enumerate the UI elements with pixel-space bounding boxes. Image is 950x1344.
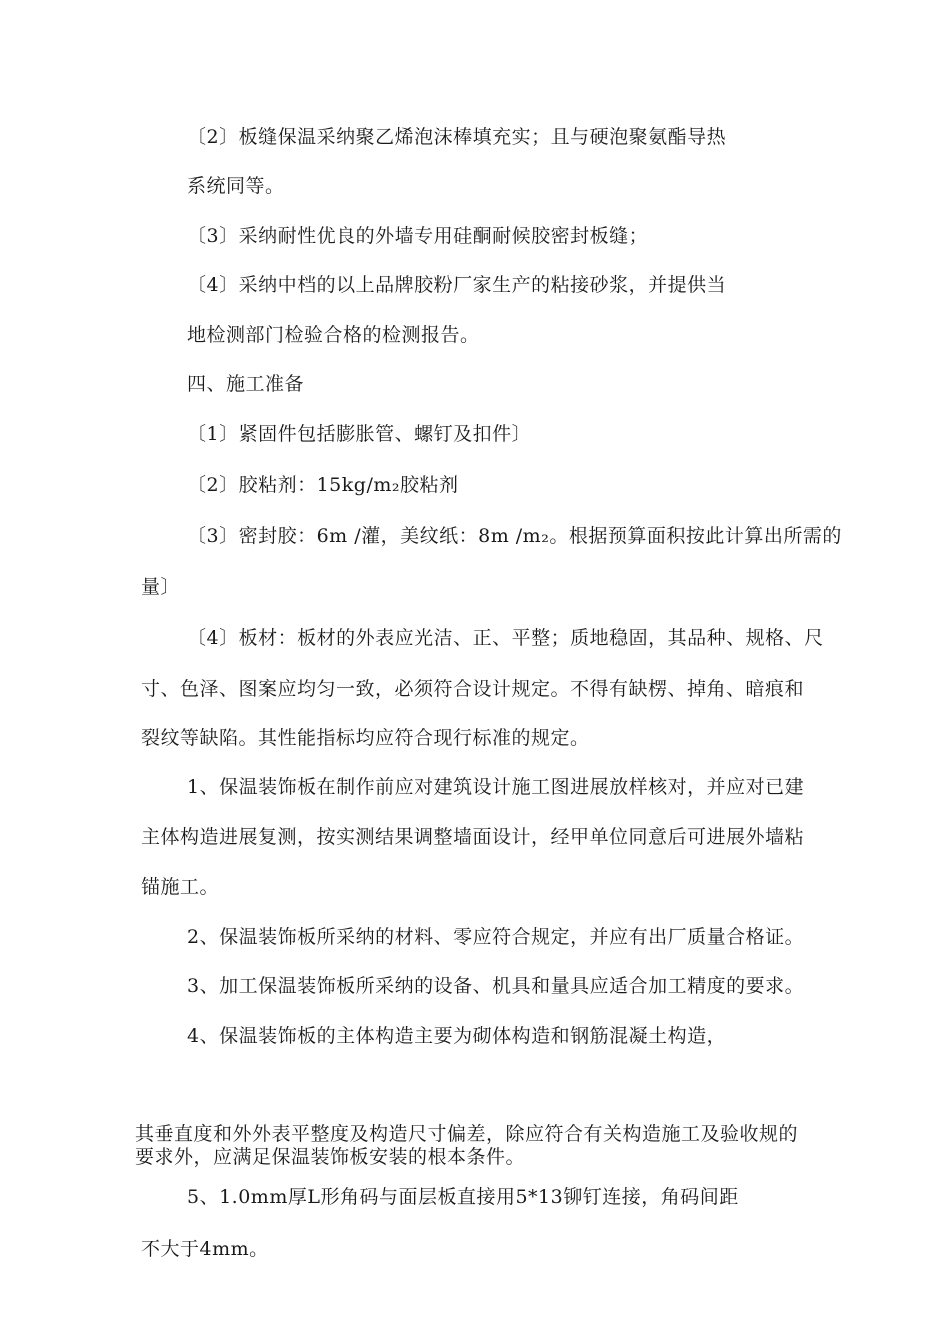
- paragraph-line-19: 4、保温装饰板的主体构造主要为砌体构造和钢筋混凝土构造，: [187, 1025, 727, 1047]
- paragraph-line-13: 裂纹等缺陷。其性能指标均应符合现行标准的规定。: [141, 727, 590, 749]
- paragraph-line-3: 〔3〕采纳耐性优良的外墙专用硅酮耐候胶密封板缝；: [187, 225, 649, 247]
- paragraph-line-16: 锚施工。: [141, 876, 220, 898]
- paragraph-line-1: 〔2〕板缝保温采纳聚乙烯泡沫棒填充实；且与硬泡聚氨酯导热: [187, 126, 727, 148]
- paragraph-line-14: 1、保温装饰板在制作前应对建筑设计施工图进展放样核对，并应对已建: [187, 776, 805, 798]
- paragraph-line-18: 3、加工保温装饰板所采纳的设备、机具和量具应适合加工精度的要求。: [187, 975, 805, 997]
- paragraph-line-20: 其垂直度和外外表平整度及构造尺寸偏差，除应符合有关构造施工及验收规的: [135, 1123, 799, 1145]
- paragraph-line-9: 〔3〕密封胶：6m /灌，美纹纸：8m /m₂。根据预算面积按此计算出所需的: [187, 525, 842, 547]
- paragraph-line-7: 〔1〕紧固件包括膨胀管、螺钉及扣件〕: [187, 423, 532, 445]
- paragraph-line-11: 〔4〕板材：板材的外表应光洁、正、平整；质地稳固，其品种、规格、尺: [187, 627, 824, 649]
- section-heading: 四、施工准备: [187, 373, 305, 395]
- paragraph-line-4: 〔4〕采纳中档的以上品牌胶粉厂家生产的粘接砂浆，并提供当: [187, 274, 727, 296]
- paragraph-line-22: 5、1.0mm厚L形角码与面层板直接用5*13铆钉连接，角码间距: [187, 1186, 739, 1208]
- paragraph-line-12: 寸、色泽、图案应均匀一致，必须符合设计规定。不得有缺楞、掉角、暗痕和: [141, 678, 805, 700]
- paragraph-line-23: 不大于4mm。: [141, 1238, 269, 1260]
- paragraph-line-15: 主体构造进展复测，按实测结果调整墙面设计，经甲单位同意后可进展外墙粘: [141, 826, 805, 848]
- paragraph-line-5: 地检测部门检验合格的检测报告。: [187, 324, 480, 346]
- paragraph-line-2: 系统同等。: [187, 175, 285, 197]
- paragraph-line-21: 要求外，应满足保温装饰板安装的根本条件。: [135, 1146, 526, 1168]
- paragraph-line-10: 量〕: [141, 576, 181, 598]
- paragraph-line-17: 2、保温装饰板所采纳的材料、零应符合规定，并应有出厂质量合格证。: [187, 926, 805, 948]
- paragraph-line-8: 〔2〕胶粘剂：15kg/m₂胶粘剂: [187, 474, 459, 496]
